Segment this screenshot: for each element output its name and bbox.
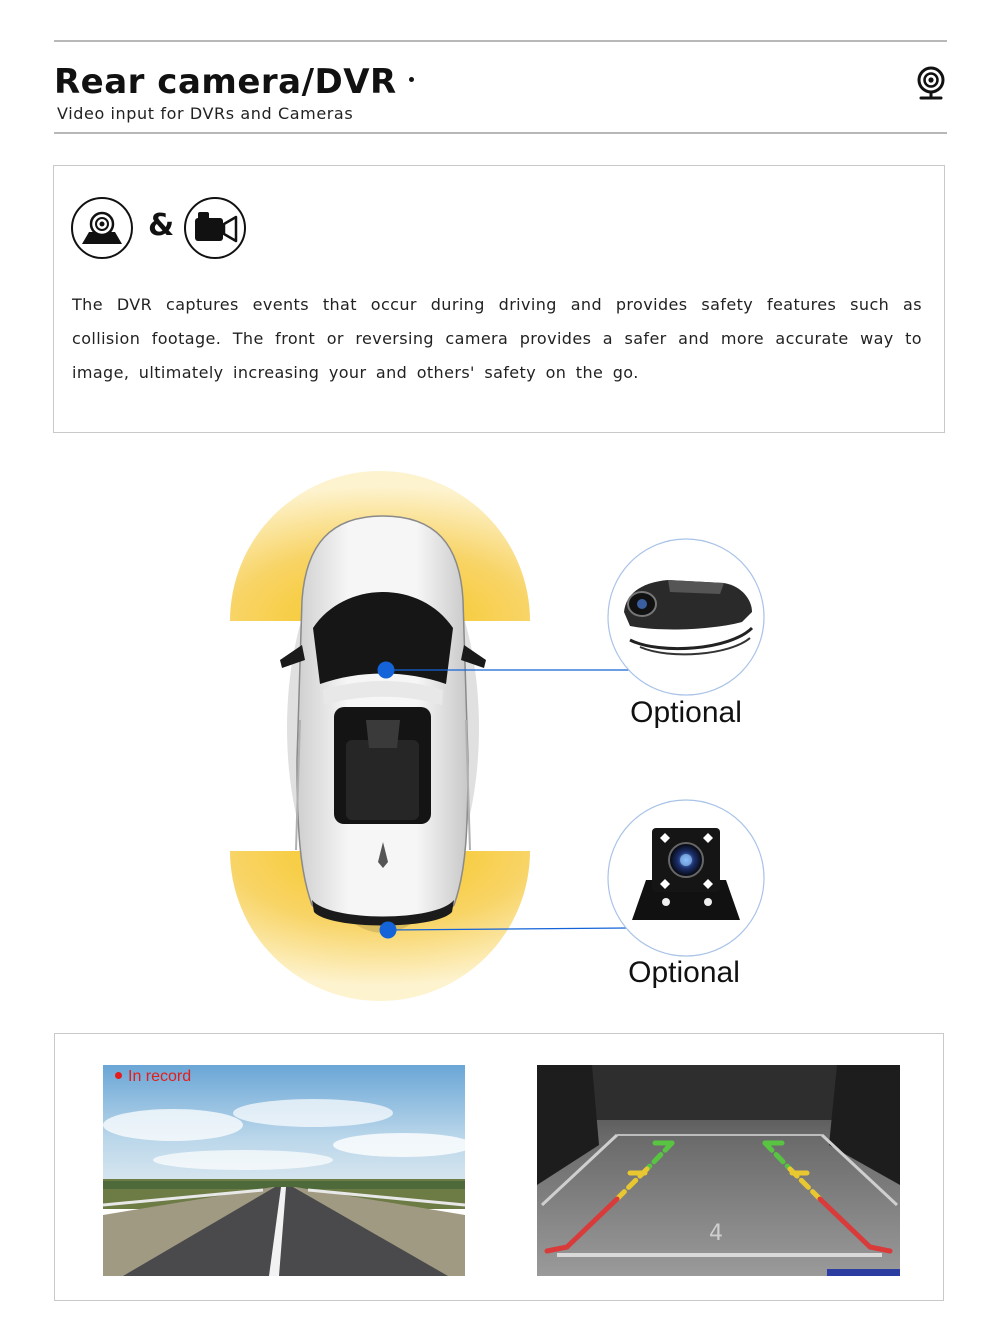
floor-slot-number: 4 xyxy=(709,1221,723,1246)
recording-badge xyxy=(115,1068,191,1086)
page-title xyxy=(54,60,414,104)
rear-camera-icon xyxy=(71,197,133,259)
video-camera-glyph xyxy=(186,199,244,257)
camera-placement-diagram xyxy=(0,460,1000,1020)
recording-label: In record xyxy=(128,1068,192,1085)
rear-camera-glyph xyxy=(73,199,131,257)
recording-dot xyxy=(115,1072,122,1079)
front-camera-label: Optional xyxy=(630,696,742,729)
page-title-text: Rear camera/DVR xyxy=(54,62,397,102)
top-rule xyxy=(54,40,947,42)
car-top-view xyxy=(280,516,486,933)
dvr-road-preview xyxy=(103,1065,465,1276)
intro-description: The DVR captures events that occur during driving and provides safety features such as collision footage. The front or reversing camera provides a safer and more accurate way to image, ultimately increasing your and others' safety on the go. xyxy=(72,295,922,382)
video-camera-icon xyxy=(184,197,246,259)
parking-guide-image xyxy=(537,1065,900,1276)
dvr-road-image xyxy=(103,1065,465,1276)
ampersand: & xyxy=(148,208,175,243)
parking-guide-preview xyxy=(537,1065,900,1276)
header-bottom-rule xyxy=(54,132,947,134)
page-subtitle: Video input for DVRs and Cameras xyxy=(57,104,354,123)
webcam-icon xyxy=(915,66,947,100)
title-dot xyxy=(409,77,414,82)
rear-camera-label: Optional xyxy=(628,956,740,989)
